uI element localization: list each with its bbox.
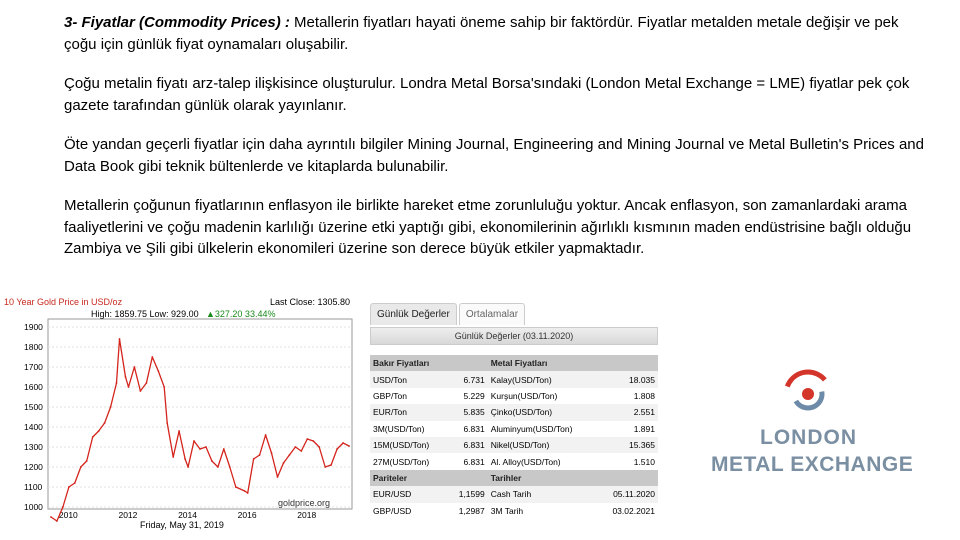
table-cell — [448, 470, 488, 486]
table-cell: 15.365 — [597, 437, 658, 453]
gold-price-point — [178, 430, 180, 432]
table-row — [370, 371, 658, 387]
table-cell: 05.11.2020 — [597, 486, 658, 502]
gold-price-point — [193, 440, 195, 442]
gold-price-point — [56, 520, 58, 522]
gold-chart-title: 10 Year Gold Price in USD/oz — [4, 297, 123, 307]
gold-price-point — [140, 390, 142, 392]
paragraph-4: Metallerin çoğunun fiyatlarının enflasyon ile birlikte hareket etme zorunluluğu yoktur. Ancak enflasyon, son zamanlardaki arama faaliyetlerini ve çoğu madenin karlılığı üzerine etki yaptığı gibi, ekonomilerinin ağırlıklı kısmının maden endüstrisine bağlı olduğu Zambiya ve Şili gibi ülkelerin ekonomileri üzerine son derece büyük etkiler yapmaktadır. — [64, 197, 912, 257]
gold-price-point — [187, 466, 189, 468]
table-cell: 6.831 — [448, 421, 488, 437]
gold-price-point — [110, 406, 112, 408]
table-cell: 18.035 — [597, 371, 658, 387]
table-cell: Nikel(USD/Ton) — [488, 437, 598, 453]
gold-price-point — [62, 506, 64, 508]
table-cell: Metal Fiyatları — [488, 355, 598, 371]
gold-price-point — [229, 466, 231, 468]
gold-chart-y-tick: 1700 — [24, 362, 43, 372]
gold-price-point — [235, 486, 237, 488]
table-row — [370, 421, 658, 437]
table-row — [370, 486, 658, 502]
price-tabs — [370, 303, 658, 325]
gold-price-point — [146, 382, 148, 384]
gold-price-point — [295, 446, 297, 448]
gold-price-point — [205, 446, 207, 448]
table-cell: GBP/USD — [370, 503, 448, 519]
table-cell: Çinko(USD/Ton) — [488, 404, 598, 420]
table-cell: USD/Ton — [370, 371, 448, 387]
gold-price-point — [277, 476, 279, 478]
lme-logo-dot — [802, 388, 814, 400]
gold-chart-x-tick: 2014 — [178, 510, 198, 520]
gold-price-point — [324, 466, 326, 468]
table-cell — [597, 470, 658, 486]
table-cell: Kurşun(USD/Ton) — [488, 388, 598, 404]
table-cell: 1.891 — [597, 421, 658, 437]
gold-price-point — [348, 445, 350, 447]
gold-chart-y-tick: 1600 — [24, 382, 43, 392]
gold-price-point — [104, 422, 106, 424]
gold-price-point — [116, 382, 118, 384]
table-row — [370, 388, 658, 404]
paragraph-1 — [64, 12, 924, 55]
table-cell: 1.510 — [597, 453, 658, 469]
table-cell: 2.551 — [597, 404, 658, 420]
table-cell: Aluminyum(USD/Ton) — [488, 421, 598, 437]
gold-chart-x-tick: 2012 — [118, 510, 138, 520]
gold-price-point — [166, 422, 168, 424]
gold-chart-x-tick: 2010 — [58, 510, 78, 520]
table-row — [370, 437, 658, 453]
gold-price-point — [283, 462, 285, 464]
gold-price-chart — [0, 295, 358, 540]
table-cell: Kalay(USD/Ton) — [488, 371, 598, 387]
gold-price-point — [217, 466, 219, 468]
gold-chart-x-tick: 2018 — [297, 510, 317, 520]
price-date-header: Günlük Değerler (03.11.2020) — [370, 327, 658, 345]
gold-price-point — [211, 460, 213, 462]
table-cell: GBP/Ton — [370, 388, 448, 404]
gold-chart-y-tick: 1000 — [24, 502, 43, 512]
paragraph-1-text: Metallerin fiyatları hayati öneme sahip bir faktördür. Fiyatlar metalden metale değişir ve pek çoğu için günlük fiyat oynamaları oluşabilir. — [64, 14, 899, 53]
gold-price-point — [125, 376, 127, 378]
table-row — [370, 453, 658, 469]
gold-chart-y-tick: 1100 — [24, 482, 43, 492]
lme-logo-line1: LONDON — [760, 426, 857, 449]
gold-price-point — [244, 490, 246, 492]
gold-price-point — [157, 370, 159, 372]
gold-price-point — [74, 482, 76, 484]
table-cell: 6.831 — [448, 453, 488, 469]
tab-daily-values[interactable]: Günlük Değerler — [370, 303, 457, 325]
lme-logo-mark — [787, 372, 825, 408]
gold-price-point — [98, 430, 100, 432]
table-cell — [448, 355, 488, 371]
gold-price-point — [92, 436, 94, 438]
gold-price-point — [312, 440, 314, 442]
gold-price-point — [306, 438, 308, 440]
table-cell: 6.731 — [448, 371, 488, 387]
gold-price-point — [184, 458, 186, 460]
gold-price-point — [342, 442, 344, 444]
table-cell: Tarihler — [488, 470, 598, 486]
gold-price-point — [271, 452, 273, 454]
gold-price-point — [318, 446, 320, 448]
body-text — [64, 12, 924, 260]
gold-price-point — [119, 338, 121, 340]
gold-price-point — [80, 466, 82, 468]
table-cell: 15M(USD/Ton) — [370, 437, 448, 453]
gold-price-point — [247, 492, 249, 494]
gold-chart-y-tick: 1300 — [24, 442, 43, 452]
metal-price-widget — [370, 303, 658, 525]
table-cell: 27M(USD/Ton) — [370, 453, 448, 469]
table-row — [370, 503, 658, 519]
table-cell: EUR/USD — [370, 486, 448, 502]
gold-price-point — [134, 366, 136, 368]
gold-price-point — [259, 454, 261, 456]
gold-price-point — [253, 458, 255, 460]
table-row — [370, 404, 658, 420]
lme-logo-line2: METAL EXCHANGE — [711, 453, 914, 476]
table-cell: Cash Tarih — [488, 486, 598, 502]
gold-price-point — [223, 448, 225, 450]
gold-price-point — [265, 434, 267, 436]
paragraph-2: Çoğu metalin fiyatı arz-talep ilişkisince oluşturulur. Londra Metal Borsa'sındaki (London Metal Exchange = LME) fiyatlar pek çok gazete tarafından günlük olarak yayınlanır. — [64, 75, 910, 114]
gold-chart-last-close: Last Close: 1305.80 — [270, 297, 351, 307]
gold-price-point — [199, 448, 201, 450]
gold-chart-y-tick: 1200 — [24, 462, 43, 472]
table-cell: Al. Alloy(USD/Ton) — [488, 453, 598, 469]
table-cell: 5.835 — [448, 404, 488, 420]
table-cell: 3M Tarih — [488, 503, 598, 519]
table-cell: 03.02.2021 — [597, 503, 658, 519]
table-cell: 1.808 — [597, 388, 658, 404]
gold-price-point — [128, 386, 130, 388]
gold-price-point — [172, 456, 174, 458]
gold-price-point — [330, 464, 332, 466]
gold-chart-date: Friday, May 31, 2019 — [140, 520, 224, 530]
table-cell: 5.229 — [448, 388, 488, 404]
price-table — [370, 355, 658, 519]
table-cell: 6.831 — [448, 437, 488, 453]
table-header-row — [370, 355, 658, 371]
section-heading: 3- Fiyatlar (Commodity Prices) : — [64, 14, 290, 31]
gold-price-point — [336, 448, 338, 450]
gold-chart-y-tick: 1900 — [24, 322, 43, 332]
gold-price-point — [68, 486, 70, 488]
table-cell: EUR/Ton — [370, 404, 448, 420]
gold-price-point — [300, 450, 302, 452]
gold-chart-y-tick: 1500 — [24, 402, 43, 412]
table-header-row — [370, 470, 658, 486]
gold-price-point — [151, 356, 153, 358]
gold-chart-y-tick: 1400 — [24, 422, 43, 432]
gold-price-point — [86, 460, 88, 462]
table-cell: 3M(USD/Ton) — [370, 421, 448, 437]
table-cell: 1,2987 — [448, 503, 488, 519]
tab-averages[interactable]: Ortalamalar — [459, 303, 525, 325]
gold-price-point — [289, 454, 291, 456]
table-cell: Bakır Fiyatları — [370, 355, 448, 371]
table-cell: 1,1599 — [448, 486, 488, 502]
gold-price-point — [50, 516, 52, 518]
paragraph-3: Öte yandan geçerli fiyatlar için daha ayrıntılı bilgiler Mining Journal, Engineering and Mining Journal ve Metal Bulletin's Prices and Data Book gibi teknik bültenlerde ve kitaplarda bulunabilir. — [64, 136, 924, 175]
lme-logo-red-arc — [787, 372, 825, 386]
gold-price-point — [163, 386, 165, 388]
gold-chart-change: ▲327.20 33.44% — [206, 309, 276, 319]
table-cell — [597, 355, 658, 371]
table-cell: Pariteler — [370, 470, 448, 486]
gold-chart-high-low: High: 1859.75 Low: 929.00 — [91, 309, 199, 319]
gold-chart-x-tick: 2016 — [237, 510, 257, 520]
gold-chart-y-tick: 1800 — [24, 342, 43, 352]
gold-chart-source: goldprice.org — [278, 498, 331, 508]
